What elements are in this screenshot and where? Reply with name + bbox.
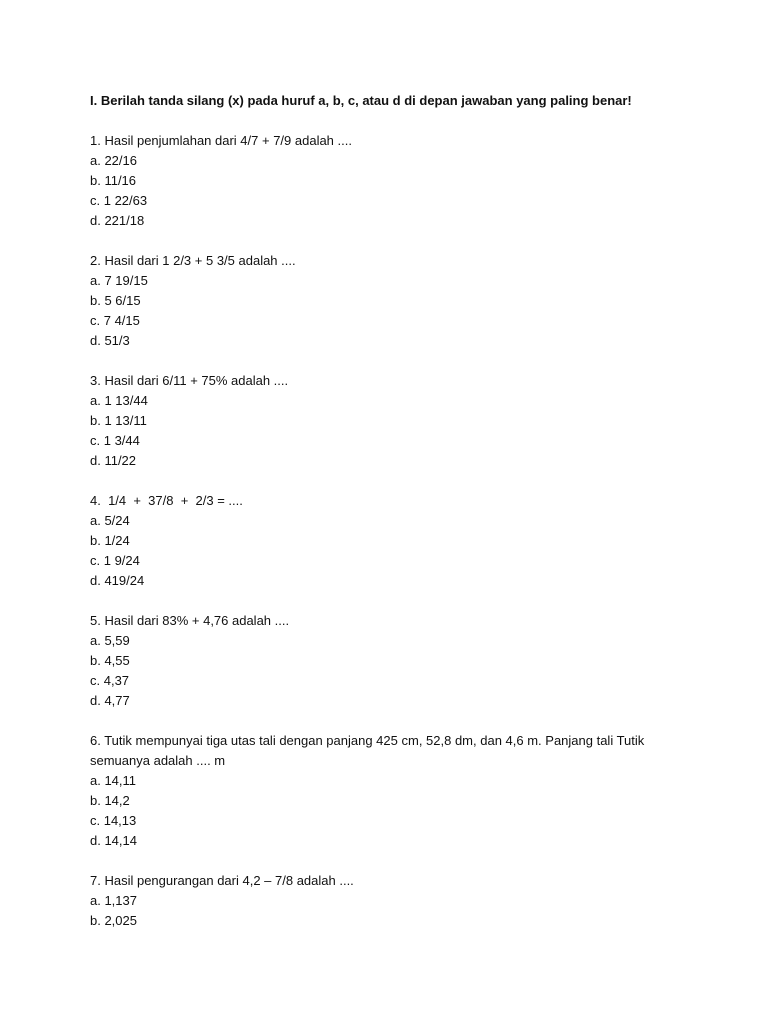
option-b: b. 11/16 bbox=[90, 173, 137, 188]
option-a: a. 1 13/44 bbox=[90, 393, 148, 408]
question-3 bbox=[90, 371, 740, 471]
option-a: a. 5/24 bbox=[90, 513, 130, 528]
option-c: c. 1 22/63 bbox=[90, 193, 148, 208]
question-text: 2. Hasil dari 1 2/3 + 5 3/5 adalah .... bbox=[90, 253, 296, 268]
option-b: b. 1/24 bbox=[90, 533, 130, 548]
question-1 bbox=[90, 131, 740, 231]
option-d: d. 419/24 bbox=[90, 573, 145, 588]
question-7 bbox=[90, 871, 740, 931]
question-2 bbox=[90, 251, 740, 351]
question-text: 3. Hasil dari 6/11 + 75% adalah .... bbox=[90, 373, 289, 388]
instruction-text: I. Berilah tanda silang (x) pada huruf a, b, c, atau d di depan jawaban yang paling benar! bbox=[90, 93, 632, 108]
option-c: c. 7 4/15 bbox=[90, 313, 140, 328]
option-c: c. 1 3/44 bbox=[90, 433, 140, 448]
option-d: d. 51/3 bbox=[90, 333, 130, 348]
question-5 bbox=[90, 611, 740, 711]
option-a: a. 7 19/15 bbox=[90, 273, 148, 288]
option-b: b. 5 6/15 bbox=[90, 293, 141, 308]
option-a: a. 1,137 bbox=[90, 893, 137, 908]
option-c: c. 4,37 bbox=[90, 673, 130, 688]
question-text-line-2: semuanya adalah .... m bbox=[90, 753, 226, 768]
question-text: 1. Hasil penjumlahan dari 4/7 + 7/9 adalah .... bbox=[90, 133, 352, 148]
option-b: b. 14,2 bbox=[90, 793, 130, 808]
option-b: b. 4,55 bbox=[90, 653, 130, 668]
question-text: 4. 1/4 + 37/8 + 2/3 = .... bbox=[90, 493, 243, 508]
option-a: a. 22/16 bbox=[90, 153, 137, 168]
worksheet-page bbox=[90, 91, 740, 951]
question-text-line-1: 6. Tutik mempunyai tiga utas tali dengan panjang 425 cm, 52,8 dm, dan 4,6 m. Panjang tali Tutik bbox=[90, 733, 645, 748]
option-b: b. 1 13/11 bbox=[90, 413, 147, 428]
question-text: 7. Hasil pengurangan dari 4,2 – 7/8 adalah .... bbox=[90, 873, 354, 888]
option-d: d. 11/22 bbox=[90, 453, 137, 468]
question-4 bbox=[90, 491, 740, 591]
option-d: d. 14,14 bbox=[90, 833, 137, 848]
option-b: b. 2,025 bbox=[90, 913, 137, 928]
option-c: c. 1 9/24 bbox=[90, 553, 140, 568]
option-a: a. 14,11 bbox=[90, 773, 137, 788]
option-a: a. 5,59 bbox=[90, 633, 130, 648]
option-d: d. 221/18 bbox=[90, 213, 145, 228]
question-text: 5. Hasil dari 83% + 4,76 adalah .... bbox=[90, 613, 290, 628]
option-c: c. 14,13 bbox=[90, 813, 137, 828]
option-d: d. 4,77 bbox=[90, 693, 130, 708]
question-6 bbox=[90, 731, 740, 851]
